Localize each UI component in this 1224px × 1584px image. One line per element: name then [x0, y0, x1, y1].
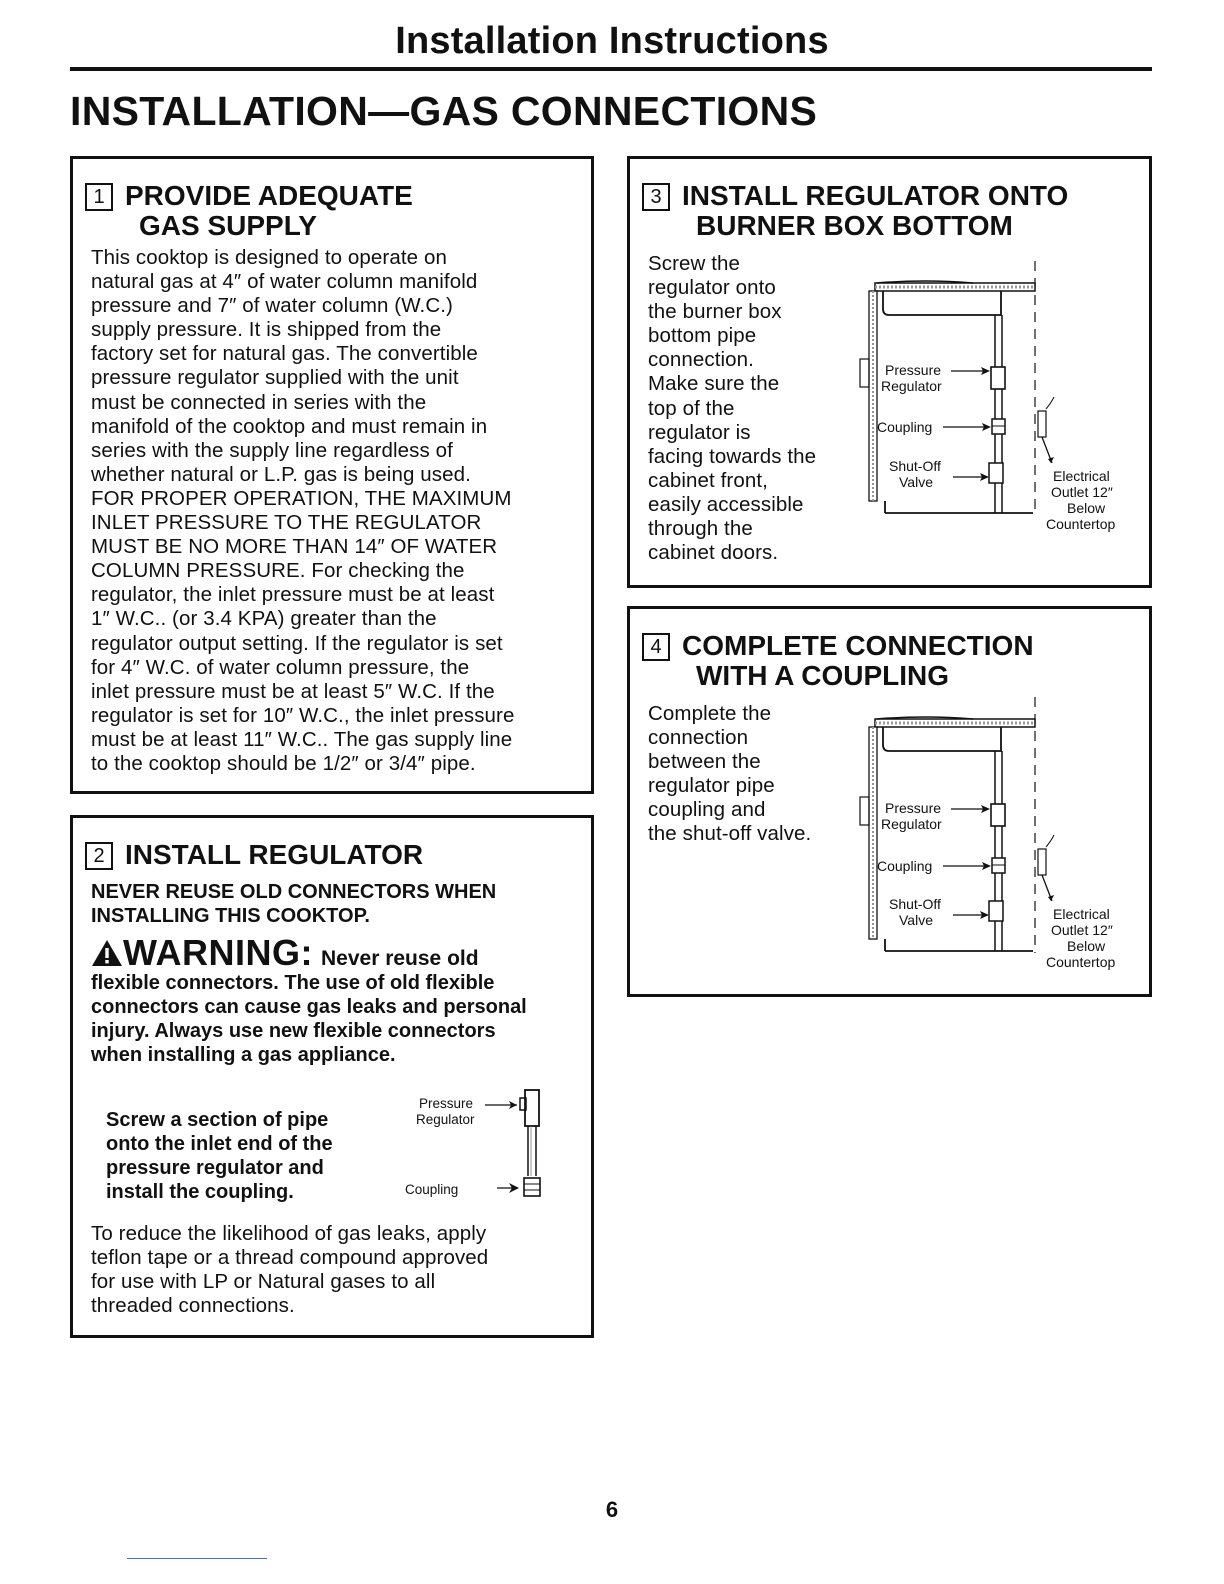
step-1-heading [85, 181, 413, 240]
step-3-title-line1: INSTALL REGULATOR ONTO [682, 180, 1069, 211]
diagram-label-pressure: Pressure [419, 1096, 474, 1111]
step-2-number: 2 [85, 842, 113, 870]
section-title: INSTALLATION—GAS CONNECTIONS [70, 88, 818, 134]
step-4-number: 4 [642, 633, 670, 661]
diagram-label-coupling: Coupling [405, 1182, 459, 1197]
step-4-heading [642, 631, 1034, 690]
warning-line [91, 932, 479, 974]
diagram-4-label-regulator: Regulator [881, 816, 942, 832]
step-2-heading [85, 840, 423, 870]
diagram-4-label-outlet: Outlet 12″ [1051, 922, 1113, 938]
header-rule [70, 67, 1152, 71]
step-2-footer-text: To reduce the likelihood of gas leaks, apply teflon tape or a thread compound approved for use with LP or Natural gases to all threaded connections. [91, 1222, 489, 1318]
step-1-box [70, 156, 594, 794]
diagram-3-label-regulator: Regulator [881, 378, 942, 394]
diagram-3-label-electrical: Electrical [1053, 468, 1110, 484]
diagram-4-label-below: Below [1067, 938, 1106, 954]
electrical-outlet-icon [1038, 835, 1054, 901]
page-header-title: Installation Instructions [395, 20, 829, 62]
warning-word: WARNING: [123, 932, 313, 973]
step-2-notice: NEVER REUSE OLD CONNECTORS WHEN INSTALLING THIS COOKTOP. [91, 881, 497, 927]
step-3-body: Screw the regulator onto the burner box bottom pipe connection. Make sure the top of the regulator is facing towards the cabinet front, easily accessible through the cabinet doors. [648, 252, 817, 565]
diagram-3-label-pressure: Pressure [885, 362, 942, 378]
step-4-title-line1: COMPLETE CONNECTION [682, 630, 1034, 661]
diagram-3-label-countertop: Countertop [1046, 516, 1116, 532]
diagram-3-label-shutoff: Shut-Off [889, 458, 941, 474]
step-1-body: This cooktop is designed to operate on natural gas at 4″ of water column manifold pressure and 7″ of water column (W.C.) supply pressure. It is shipped from the factory set for natural gas. The convertible pressure regulator supplied with the unit must be connected in series with the manifold of the cooktop and must remain in series with the supply line regardless of whether natural or L.P. gas is being used. FOR PROPER OPERATION, THE MAXIMUM INLET PRESSURE TO THE REGULATOR MUST BE NO MORE THAN 14″ OF WATER COLUMN PRESSURE. For checking the regulator, the inlet pressure must be at least 1″ W.C.. (or 3.4 KPA) greater than the regulator output setting. If the regulator is set for 4″ W.C. of water column pressure, the inlet pressure must be at least 5″ W.C. If the regulator is set for 10″ W.C., the inlet pressure must be at least 11″ W.C.. The gas supply line to the cooktop should be 1/2″ or 3/4″ pipe. [91, 246, 515, 775]
diagram-4-label-shutoff: Shut-Off [889, 896, 941, 912]
diagram-label-regulator: Regulator [416, 1112, 475, 1127]
electrical-outlet-icon [1038, 397, 1054, 463]
step-4-title-line2: WITH A COUPLING [696, 660, 950, 691]
step-3-number: 3 [642, 183, 670, 211]
step-3-heading [642, 181, 1068, 240]
diagram-3-label-outlet: Outlet 12″ [1051, 484, 1113, 500]
step-2-title: INSTALL REGULATOR [125, 839, 424, 870]
step-3-box [627, 156, 1152, 588]
diagram-4-label-electrical: Electrical [1053, 906, 1110, 922]
diagram-4-label-pressure: Pressure [885, 800, 942, 816]
burner-box-regulator-diagram [855, 251, 1145, 541]
warning-triangle-icon [91, 939, 123, 967]
regulator-coupling-diagram [393, 1086, 573, 1211]
step-1-number: 1 [85, 183, 113, 211]
step-3-title-line2: BURNER BOX BOTTOM [696, 210, 1013, 241]
warning-lead: Never reuse old [320, 947, 479, 970]
step-4-box [627, 606, 1152, 997]
diagram-3-label-valve: Valve [899, 474, 933, 490]
diagram-3-label-below: Below [1067, 500, 1106, 516]
step-1-title-line2: GAS SUPPLY [139, 210, 317, 241]
diagram-3-label-coupling: Coupling [877, 419, 933, 435]
page-number: 6 [605, 1497, 619, 1522]
diagram-4-label-coupling: Coupling [877, 858, 933, 874]
complete-connection-diagram [855, 691, 1145, 981]
step-2-box [70, 815, 594, 1338]
step-4-body: Complete the connection between the regulator pipe coupling and the shut-off valve. [648, 702, 812, 846]
diagram-4-label-valve: Valve [899, 912, 933, 928]
footer-rule [127, 1558, 267, 1559]
warning-text: flexible connectors. The use of old flexible connectors can cause gas leaks and personal injury. Always use new flexible connectors when installing a gas appliance. [91, 972, 527, 1066]
step-1-title-line1: PROVIDE ADEQUATE [125, 180, 413, 211]
diagram-4-label-countertop: Countertop [1046, 954, 1116, 970]
step-2-instruction: Screw a section of pipe onto the inlet end of the pressure regulator and install the coupling. [106, 1109, 333, 1203]
